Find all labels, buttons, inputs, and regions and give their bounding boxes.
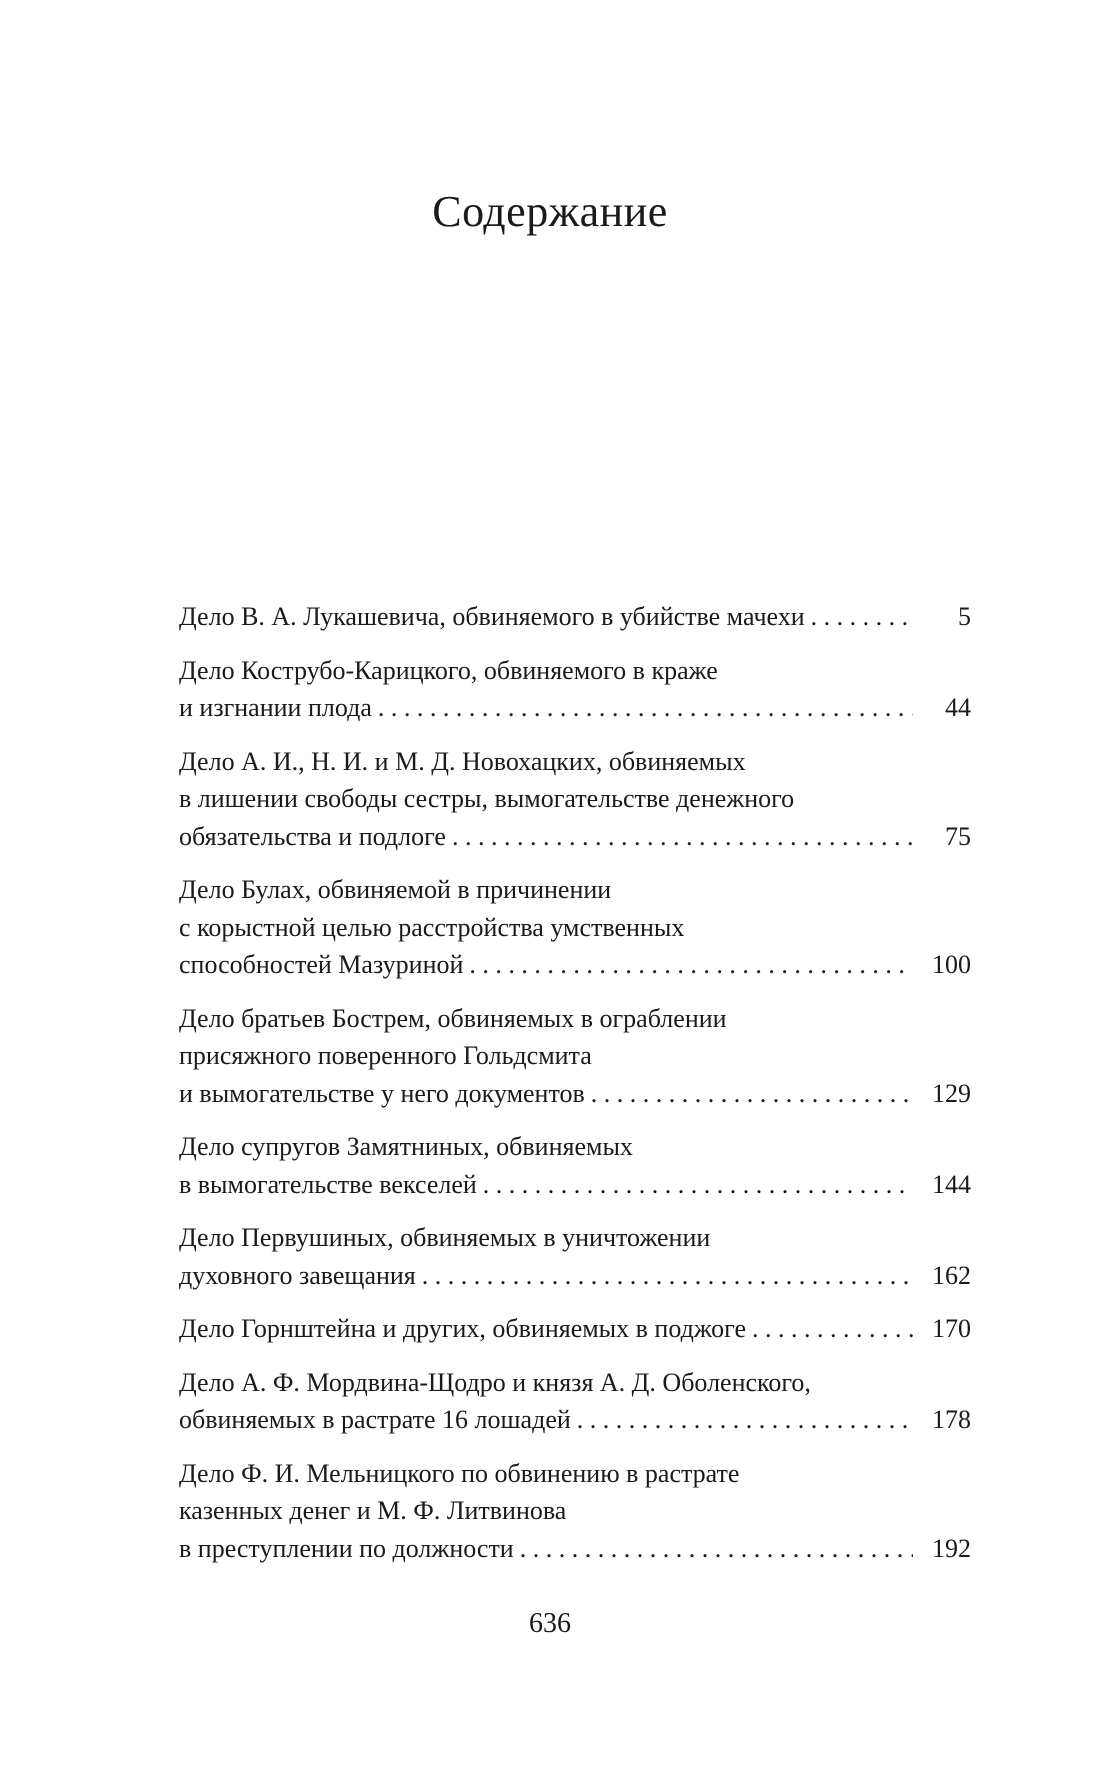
toc-entry-last-line (179, 1530, 971, 1568)
toc-entry-title-line: способностей Мазуриной (179, 950, 464, 979)
toc-entry-title-line: духовного завещания (179, 1260, 416, 1290)
toc-entry-title-line: Дело братьев Бострем, обвиняемых в ограблении (179, 1003, 727, 1033)
toc-entry-title-line: Дело В. А. Лукашевича, обвиняемого в убийстве мачехи (179, 602, 805, 631)
dot-leader (452, 818, 913, 856)
dot-leader (811, 598, 913, 636)
toc-entry-last-line (179, 1257, 971, 1295)
toc-entry-last-line (179, 598, 971, 636)
dot-leader (378, 689, 913, 727)
dot-leader (422, 1257, 913, 1295)
toc-entry-title-line: с корыстной целью расстройства умственных (179, 912, 685, 942)
toc-page-number: 192 (932, 1533, 971, 1563)
toc-entry[interactable] (179, 652, 971, 727)
toc-entry[interactable] (179, 1219, 971, 1294)
toc-entry-last-line (179, 689, 971, 727)
toc-entry[interactable] (179, 743, 971, 856)
dot-leader (591, 1075, 913, 1113)
toc-entry-last-line (179, 818, 971, 856)
toc-entry-last-line (179, 1075, 971, 1113)
table-of-contents (179, 598, 971, 1583)
toc-entry-title-line: Дело А. Ф. Мордвина-Щодро и князя А. Д. Оболенского, (179, 1367, 811, 1397)
toc-page-number: 162 (932, 1260, 971, 1290)
toc-entry-last-line (179, 1166, 971, 1204)
toc-entry-title-line: Дело Булах, обвиняемой в причинении (179, 875, 612, 904)
toc-page-number: 5 (958, 602, 971, 631)
toc-page-number: 44 (945, 693, 971, 722)
dot-leader (520, 1530, 913, 1568)
toc-entry[interactable] (179, 1455, 971, 1568)
toc-entry-last-line (179, 1401, 971, 1439)
toc-entry[interactable] (179, 1364, 971, 1439)
toc-entry-title-line: казенных денег и М. Ф. Литвинова (179, 1496, 567, 1525)
toc-entry-last-line (179, 1310, 971, 1348)
toc-entry-title-line: Дело супругов Замятниных, обвиняемых (179, 1132, 633, 1161)
dot-leader (483, 1166, 913, 1204)
toc-page-number: 144 (932, 1169, 971, 1199)
toc-entry[interactable] (179, 598, 971, 636)
toc-page-number: 100 (932, 950, 971, 979)
toc-entry-title-line: Дело Ф. И. Мельницкого по обвинению в растрате (179, 1458, 740, 1488)
toc-entry-title-line: обвиняемых в растрате 16 лошадей (179, 1405, 571, 1434)
toc-entry[interactable] (179, 871, 971, 984)
toc-page-number: 170 (932, 1314, 971, 1343)
toc-entry-title-line: обязательства и подлоге (179, 821, 446, 851)
page-number: 636 (529, 1608, 571, 1639)
toc-entry-last-line (179, 946, 971, 984)
toc-entry[interactable] (179, 1128, 971, 1203)
toc-entry-title-line: и изгнании плода (179, 693, 372, 722)
toc-entry[interactable] (179, 1310, 971, 1348)
dot-leader (577, 1401, 913, 1439)
toc-page-number: 178 (932, 1405, 971, 1434)
dot-leader (752, 1310, 913, 1348)
dot-leader (469, 946, 913, 984)
toc-entry-title-line: Дело Первушиных, обвиняемых в уничтожении (179, 1223, 711, 1252)
toc-entry[interactable] (179, 1000, 971, 1113)
toc-page-number: 75 (945, 821, 971, 851)
toc-entry-title-line: Дело Горнштейна и других, обвиняемых в поджоге (179, 1314, 746, 1343)
page-title: Содержание (432, 187, 668, 236)
toc-page-number: 129 (932, 1078, 971, 1108)
toc-entry-title-line: Дело А. И., Н. И. и М. Д. Новохацких, обвиняемых (179, 746, 746, 776)
toc-entry-title-line: Дело Кострубо-Карицкого, обвиняемого в краже (179, 655, 718, 685)
toc-entry-title-line: в преступлении по должности (179, 1533, 514, 1563)
toc-entry-title-line: и вымогательстве у него документов (179, 1078, 585, 1108)
toc-entry-title-line: в лишении свободы сестры, вымогательстве денежного (179, 784, 795, 813)
toc-entry-title-line: присяжного поверенного Гольдсмита (179, 1041, 592, 1070)
toc-entry-title-line: в вымогательстве векселей (179, 1169, 477, 1199)
